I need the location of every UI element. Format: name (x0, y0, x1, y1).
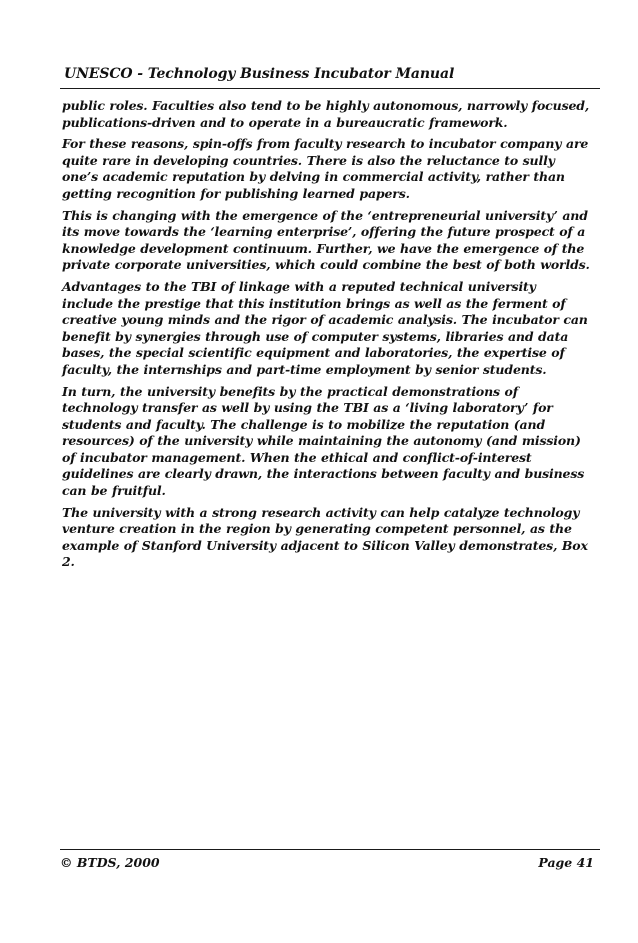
page-header (60, 66, 600, 89)
paragraph-research-activity: The university with a strong research activity can help catalyze technology venture creation in the region by generating competent personnel, as the example of Stanford University adjacent to Silicon Valley demonstrates, Box 2. (62, 504, 588, 570)
paragraph-advantages: Advantages to the TBI of linkage with a reputed technical university include the prestige that this institution brings as well as the ferment of creative young minds and the rigor of academic analysis. The incubator can benefit by synergies through use of computer systems, libraries and data bases, the special scientific equipment and laboratories, the expertise of faculty, the internships and part-time employment by senior students. (62, 278, 588, 377)
paragraph-public-roles: public roles. Faculties also tend to be highly autonomous, narrowly focused, publications-driven and to operate in a bureaucratic framework. (62, 98, 590, 130)
copyright-notice: © BTDS, 2000 (60, 855, 160, 870)
body-text (62, 98, 590, 576)
paragraph-university-benefits: In turn, the university benefits by the practical demonstrations of technology transfer as well by using the TBI as a ‘living laboratory’ for students and faculty. The challenge is to mobilize the reputation (and resources) of the university while maintaining the autonomy (and mission) of incubator management. When the ethical and conflict-of-interest guidelines are clearly drawn, the interactions between faculty and business can be fruitful. (62, 383, 585, 499)
page-footer (60, 849, 600, 870)
page-number: Page 41 (538, 855, 594, 870)
paragraph-entrepreneurial-university: This is changing with the emergence of the ‘entrepreneurial university’ and its move towards the ‘learning enterprise’, offering the future prospect of a knowledge development continuum. Further, we have the emergence of the private corporate universities, which could combine the best of both worlds. (62, 207, 590, 273)
manual-title: UNESCO - Technology Business Incubator Manual (64, 66, 455, 82)
paragraph-spin-offs: For these reasons, spin-offs from faculty research to incubator company are quite rare in developing countries. There is also the reluctance to sully one’s academic reputation by delving in commercial activity, rather than getting recognition for publishing learned papers. (62, 136, 589, 201)
